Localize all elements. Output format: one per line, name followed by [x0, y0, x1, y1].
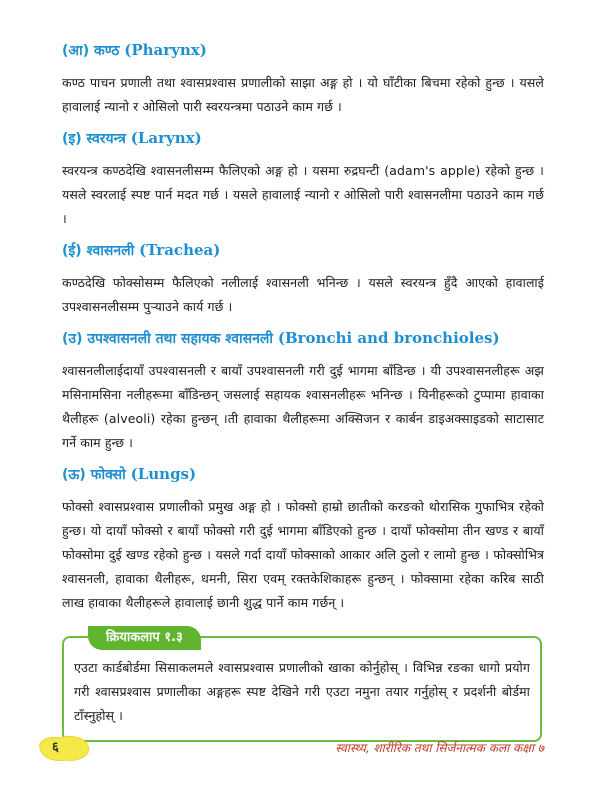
section-marker: (इ) [62, 131, 82, 147]
section-title-en: (Lungs) [130, 465, 197, 483]
section-title-np: उपश्वासनली तथा सहायक श्वासनली [87, 331, 273, 347]
section-title-en: (Trachea) [139, 241, 221, 259]
section-title-en: (Bronchi and bronchioles) [277, 329, 500, 347]
section-marker: (ई) [62, 243, 82, 259]
page-content [62, 40, 544, 624]
page-footer [0, 728, 600, 768]
section-title-en: (Pharynx) [124, 41, 207, 59]
book-title: स्वास्थ्य, शारीरिक तथा सिर्जनात्मक कला कक्षा ७ [335, 741, 544, 755]
section-paragraph: कण्ठ पाचन प्रणाली तथा श्वासप्रश्वास प्रणालीको साझा अङ्ग हो । यो घाँटीका बिचमा रहेको हुन्छ । यसले हावालाई न्यानो र ओसिलो पारी स्वरयन्त्रमा पठाउने काम गर्छ । [62, 75, 544, 114]
section-title-en: (Larynx) [130, 129, 202, 147]
activity-box [62, 630, 542, 742]
section-heading [62, 40, 544, 61]
section-paragraph: श्वासनलीलाईदायाँ उपश्वासनली र बायाँ उपश्वासनली गरी दुई भागमा बाँडिन्छ । यी उपश्वासनलीहरू अझ मसिनामसिना नलीहरूमा बाँडिन्छन् जसलाई सहायक श्वासनलीहरू भनिन्छ । यिनीहरूको टुप्पामा हावाका थैलीहरू (alveoli) रहेका हुन्छन् ।ती हावाका थैलीहरूमा अक्सिजन र कार्बन डाइअक्साइडको साटासाट गर्ने काम हुन्छ । [62, 363, 544, 450]
section-trachea [62, 240, 544, 319]
section-paragraph: कण्ठदेखि फोक्सोसम्म फैलिएको नलीलाई श्वासनली भनिन्छ । यसले स्वरयन्त्र हुँदै आएको हावालाई उपश्वासनलीसम्म पुऱ्याउने कार्य गर्छ । [62, 275, 544, 314]
section-title-np: कण्ठ [93, 43, 120, 59]
section-title-np: श्वासनली [86, 243, 135, 259]
section-heading [62, 240, 544, 261]
activity-label: क्रियाकलाप १.३ [88, 626, 201, 650]
activity-text: एउटा कार्डबोर्डमा सिसाकलमले श्वासप्रश्वास प्रणालीको खाका कोर्नुहोस् । विभिन्न रङका धागो प्रयोग गरी श्वासप्रश्वास प्रणालीका अङ्गहरू स्पष्ट देखिने गरी एउटा नमुना तयार गर्नुहोस् र प्रदर्शनी बोर्डमा टाँस्नुहोस् । [74, 660, 530, 723]
section-title-np: फोक्सो [90, 467, 126, 483]
section-marker: (ऊ) [62, 467, 86, 483]
section-heading [62, 128, 544, 149]
section-pharynx [62, 40, 544, 119]
section-title-np: स्वरयन्त्र [86, 131, 126, 147]
page-number: ६ [52, 740, 59, 755]
page-number-badge-icon [36, 734, 92, 762]
section-lungs [62, 464, 544, 615]
section-paragraph: स्वरयन्त्र कण्ठदेखि श्वासनलीसम्म फैलिएको अङ्ग हो । यसमा रुद्रघन्टी (adam's apple) रहेको हुन्छ । यसले स्वरलाई स्पष्ट पार्न मदत गर्छ । यसले हावालाई न्यानो र ओसिलो पारी श्वासनलीमा पठाउने काम गर्छ । [62, 163, 544, 226]
section-heading [62, 328, 544, 349]
section-bronchi [62, 328, 544, 455]
section-marker: (उ) [62, 331, 83, 347]
section-larynx [62, 128, 544, 231]
section-marker: (आ) [62, 43, 90, 59]
section-paragraph: फोक्सो श्वासप्रश्वास प्रणालीको प्रमुख अङ्ग हो । फोक्सो हाम्रो छातीको करङको थोरासिक गुफाभित्र रहेको हुन्छ। यो दायाँ फोक्सो र बायाँ फोक्सो गरी दुई भागमा बाँडिएको हुन्छ । दायाँ फोक्सोमा तीन खण्ड र बायाँ फोक्सोमा दुई खण्ड रहेको हुन्छ । यसले गर्दा दायाँ फोक्साको आकार अलि ठुलो र लामो हुन्छ । फोक्सोभित्र श्वासनली, हावाका थैलीहरू, धमनी, सिरा एवम् रक्तकेशिकाहरू हुन्छन् । फोक्सामा रहेका करिब साठी लाख हावाका थैलीहरूले हावालाई छानी शुद्ध पार्ने काम गर्छन् । [62, 499, 544, 610]
section-heading [62, 464, 544, 485]
